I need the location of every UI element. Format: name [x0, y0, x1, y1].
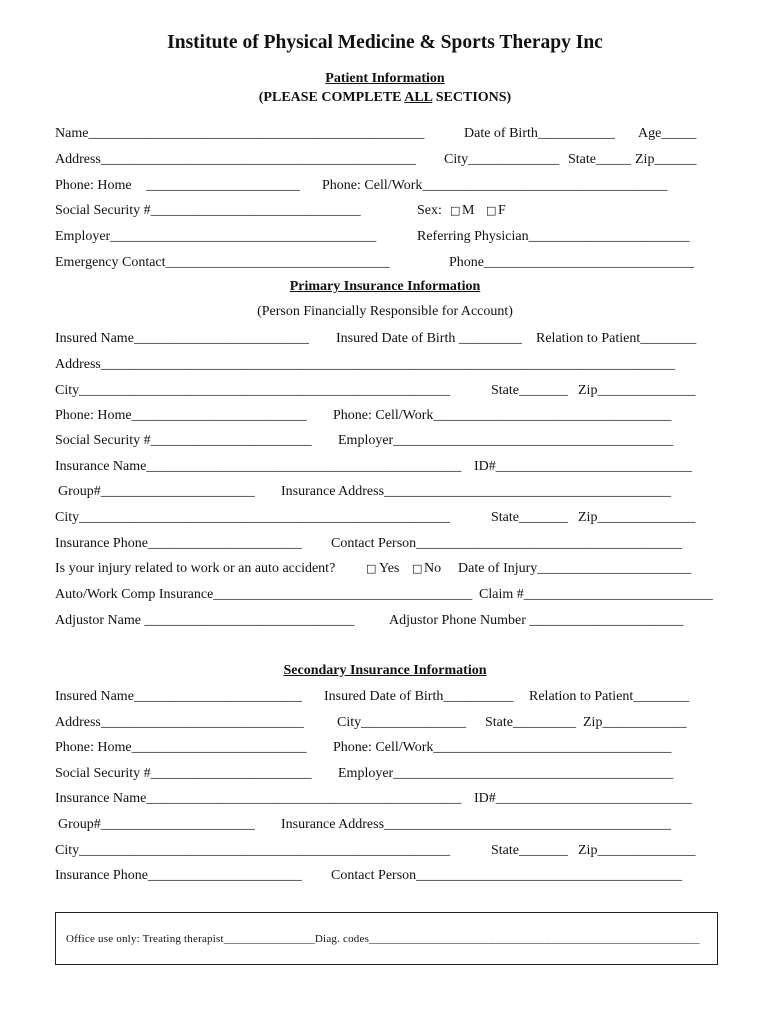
secondary-insurance-zip-field[interactable]: Zip______________ [578, 843, 696, 858]
phone-home-field[interactable]: ______________________ [146, 178, 300, 193]
ssn-field[interactable]: Social Security #______________________________ [55, 203, 361, 218]
dob-field[interactable]: Date of Birth___________ [464, 126, 615, 141]
employer-field[interactable]: Employer______________________________________ [55, 229, 377, 244]
injury-question-label: Is your injury related to work or an auto accident? [55, 561, 336, 576]
emergency-contact-field[interactable]: Emergency Contact________________________________ [55, 255, 390, 270]
secondary-group-field[interactable]: Group#______________________ [58, 817, 255, 832]
primary-phone-home-field[interactable]: Phone: Home_________________________ [55, 408, 307, 423]
primary-insurance-city-field[interactable]: City_____________________________________________________ [55, 510, 451, 525]
secondary-city-field[interactable]: City_______________ [337, 715, 467, 730]
sex-female-checkbox[interactable]: □ [486, 204, 497, 217]
secondary-insurance-state-field[interactable]: State_______ [491, 843, 568, 858]
primary-group-field[interactable]: Group#______________________ [58, 484, 255, 499]
secondary-ssn-field[interactable]: Social Security #_______________________ [55, 766, 312, 781]
primary-insurance-phone-field[interactable]: Insurance Phone______________________ [55, 536, 302, 551]
instruction-all: ALL [404, 90, 433, 105]
sex-male-label: M [462, 203, 475, 218]
primary-state-field[interactable]: State_______ [491, 383, 568, 398]
phone-cell-field[interactable]: Phone: Cell/Work___________________________________ [322, 178, 668, 193]
primary-insurance-heading: Primary Insurance Information [289, 279, 481, 294]
secondary-insurance-phone-field[interactable]: Insurance Phone______________________ [55, 868, 302, 883]
instruction-text [0, 90, 770, 106]
primary-address-field[interactable]: Address__________________________________________________________________________________ [55, 357, 675, 372]
secondary-contact-person-field[interactable]: Contact Person______________________________________ [331, 868, 683, 883]
injury-no-label: No [424, 561, 442, 576]
primary-id-field[interactable]: ID#____________________________ [474, 459, 692, 474]
secondary-zip-field[interactable]: Zip____________ [583, 715, 687, 730]
adjustor-phone-field[interactable]: Adjustor Phone Number ______________________ [389, 613, 684, 628]
city-field[interactable]: City_____________ [444, 152, 560, 167]
sex-male-checkbox[interactable]: □ [450, 204, 461, 217]
state-field[interactable]: State_____ [568, 152, 631, 167]
secondary-state-field[interactable]: State_________ [485, 715, 576, 730]
adjustor-name-field[interactable]: Adjustor Name ______________________________ [55, 613, 355, 628]
secondary-insurance-city-field[interactable]: City_____________________________________________________ [55, 843, 451, 858]
primary-insured-name-field[interactable]: Insured Name_________________________ [55, 331, 309, 346]
office-use-text[interactable]: Office use only: Treating therapist________________Diag. codes__________________________________________________________ [66, 933, 700, 945]
primary-insurance-zip-field[interactable]: Zip______________ [578, 510, 696, 525]
primary-relation-field[interactable]: Relation to Patient________ [536, 331, 697, 346]
secondary-insurance-address-field[interactable]: Insurance Address_________________________________________ [281, 817, 672, 832]
phone-home-label: Phone: Home [55, 178, 132, 193]
zip-field[interactable]: Zip______ [635, 152, 697, 167]
age-field[interactable]: Age_____ [638, 126, 697, 141]
secondary-insurance-heading: Secondary Insurance Information [283, 663, 487, 678]
secondary-id-field[interactable]: ID#____________________________ [474, 791, 692, 806]
secondary-insured-name-field[interactable]: Insured Name________________________ [55, 689, 302, 704]
instruction-post: SECTIONS) [432, 90, 512, 105]
primary-city-field[interactable]: City_____________________________________________________ [55, 383, 451, 398]
primary-insurance-name-field[interactable]: Insurance Name_____________________________________________ [55, 459, 462, 474]
sex-female-label: F [498, 203, 506, 218]
patient-info-heading: Patient Information [325, 71, 445, 86]
secondary-phone-home-field[interactable]: Phone: Home_________________________ [55, 740, 307, 755]
injury-no-checkbox[interactable]: □ [412, 562, 423, 575]
primary-phone-cell-field[interactable]: Phone: Cell/Work__________________________________ [333, 408, 672, 423]
name-field[interactable]: Name________________________________________________ [55, 126, 425, 141]
auto-work-comp-field[interactable]: Auto/Work Comp Insurance_____________________________________ [55, 587, 473, 602]
secondary-insured-dob-field[interactable]: Insured Date of Birth__________ [324, 689, 514, 704]
primary-contact-person-field[interactable]: Contact Person______________________________________ [331, 536, 683, 551]
referring-physician-field[interactable]: Referring Physician_______________________ [417, 229, 690, 244]
primary-ssn-field[interactable]: Social Security #_______________________ [55, 433, 312, 448]
secondary-address-field[interactable]: Address_____________________________ [55, 715, 304, 730]
primary-insurance-subtitle: (Person Financially Responsible for Account) [257, 304, 513, 319]
secondary-phone-cell-field[interactable]: Phone: Cell/Work__________________________________ [333, 740, 672, 755]
injury-yes-checkbox[interactable]: □ [366, 562, 377, 575]
address-field[interactable]: Address_____________________________________________ [55, 152, 416, 167]
secondary-employer-field[interactable]: Employer________________________________________ [338, 766, 674, 781]
sex-label: Sex: [417, 203, 442, 218]
claim-number-field[interactable]: Claim #___________________________ [479, 587, 713, 602]
instruction-pre: (PLEASE COMPLETE [258, 90, 405, 105]
primary-insured-dob-field[interactable]: Insured Date of Birth _________ [336, 331, 522, 346]
primary-insurance-address-field[interactable]: Insurance Address_________________________________________ [281, 484, 672, 499]
secondary-relation-field[interactable]: Relation to Patient________ [529, 689, 690, 704]
primary-employer-field[interactable]: Employer________________________________________ [338, 433, 674, 448]
primary-insurance-state-field[interactable]: State_______ [491, 510, 568, 525]
office-use-box [55, 912, 718, 965]
injury-yes-label: Yes [379, 561, 400, 576]
form-title: Institute of Physical Medicine & Sports Therapy Inc [167, 32, 603, 53]
date-of-injury-field[interactable]: Date of Injury______________________ [458, 561, 692, 576]
primary-zip-field[interactable]: Zip______________ [578, 383, 696, 398]
secondary-insurance-name-field[interactable]: Insurance Name_____________________________________________ [55, 791, 462, 806]
emergency-phone-field[interactable]: Phone______________________________ [449, 255, 694, 270]
